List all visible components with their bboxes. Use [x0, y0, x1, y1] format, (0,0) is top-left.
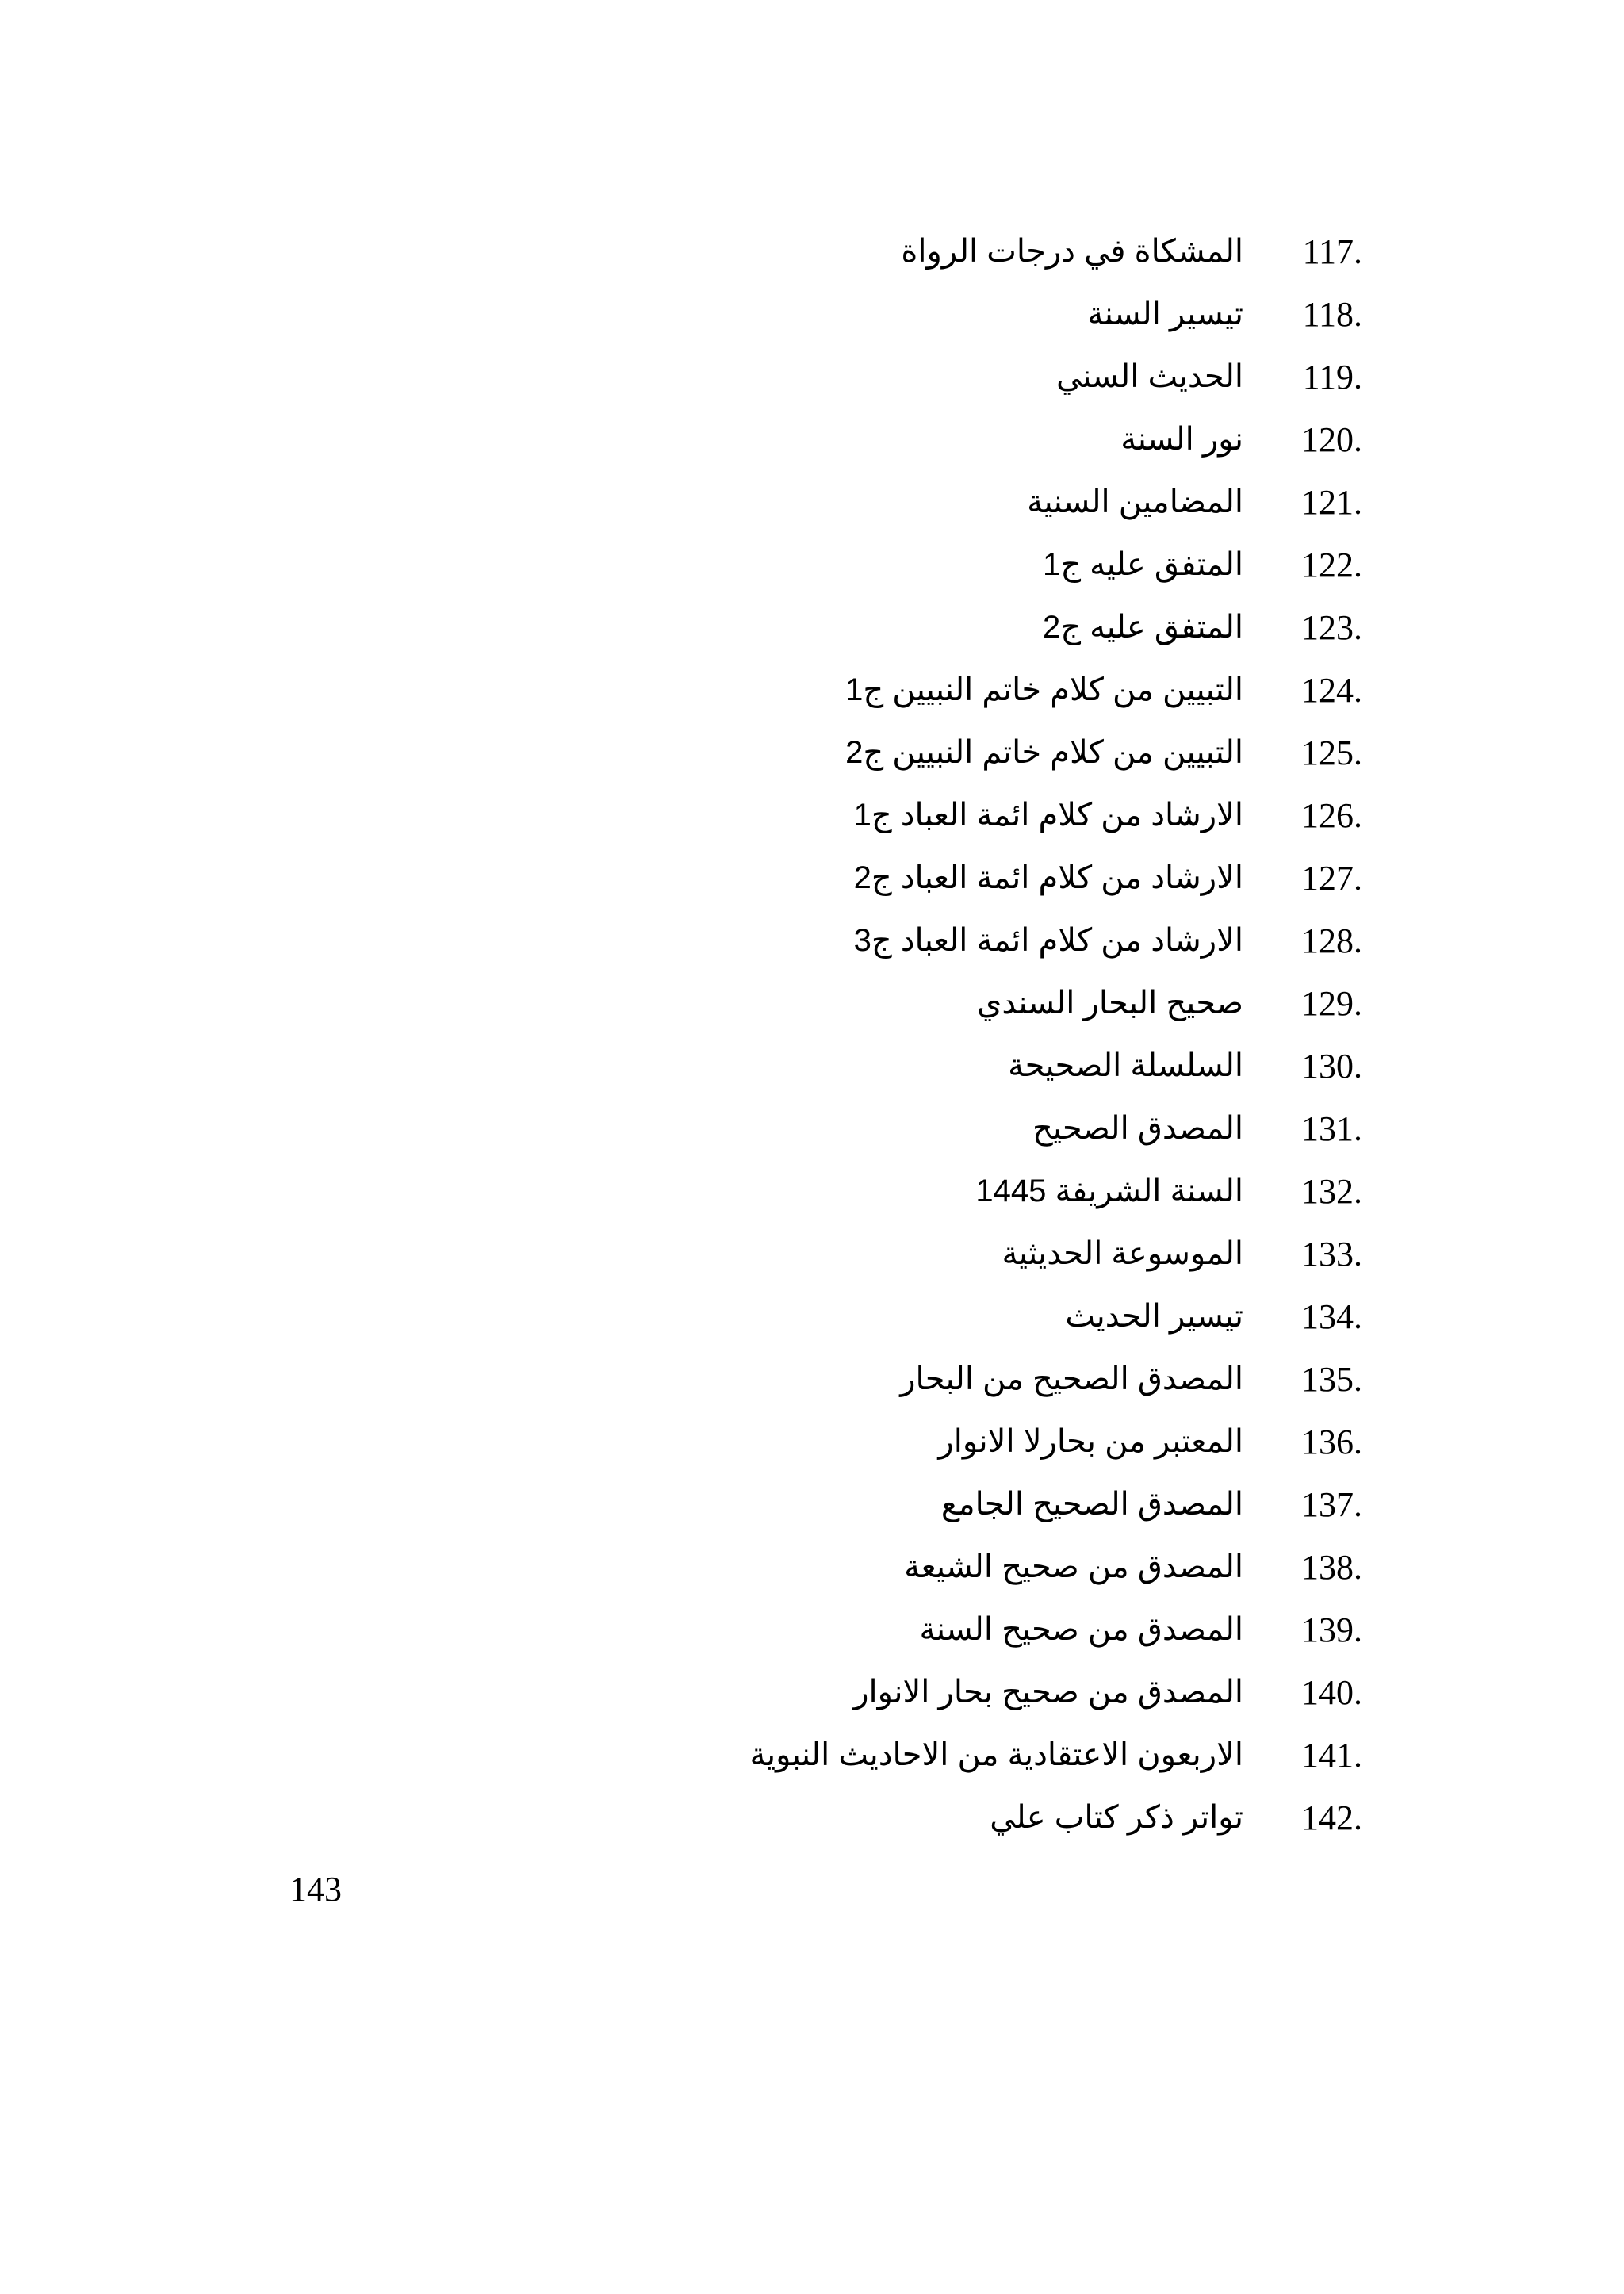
item-number: 119.	[1302, 358, 1362, 396]
item-number: 138.	[1301, 1548, 1362, 1587]
item-title: المضامين السنية	[1027, 484, 1243, 519]
item-number: 140.	[1301, 1673, 1362, 1712]
item-number: 127.	[1301, 859, 1362, 898]
list-item	[750, 1348, 1362, 1411]
list-item	[750, 1411, 1362, 1473]
item-number: 123.	[1301, 608, 1362, 647]
item-number: 133.	[1301, 1235, 1362, 1273]
item-title: المصدق من صحيح السنة	[919, 1612, 1243, 1647]
item-title: المتفق عليه ج1	[1042, 547, 1243, 582]
list-item	[750, 534, 1362, 596]
item-number: 141.	[1301, 1736, 1362, 1775]
item-title: المشكاة في درجات الرواة	[901, 234, 1243, 269]
list-item	[750, 1285, 1362, 1348]
item-title: الارشاد من كلام ائمة العباد ج1	[853, 798, 1243, 833]
item-number: 126.	[1301, 796, 1362, 835]
list-item	[750, 972, 1362, 1035]
item-number: 118.	[1302, 295, 1362, 334]
item-number: 122.	[1301, 546, 1362, 584]
item-number: 142.	[1301, 1798, 1362, 1837]
item-number: 135.	[1301, 1360, 1362, 1399]
item-title: المصدق من صحيح بحار الانوار	[853, 1675, 1243, 1710]
item-title: المصدق الصحيح	[1032, 1111, 1243, 1146]
item-title: المصدق من صحيح الشيعة	[904, 1549, 1243, 1584]
item-number: 120.	[1301, 420, 1362, 459]
item-number: 137.	[1301, 1485, 1362, 1524]
item-title: المصدق الصحيح الجامع	[940, 1487, 1243, 1522]
list-item	[750, 1787, 1362, 1849]
list-item	[750, 659, 1362, 722]
item-number: 132.	[1301, 1172, 1362, 1211]
item-number: 121.	[1301, 483, 1362, 522]
item-number: 139.	[1301, 1610, 1362, 1649]
page-number: 143	[289, 1870, 342, 1909]
list-item	[750, 1599, 1362, 1661]
item-number: 128.	[1301, 921, 1362, 960]
item-title: الاربعون الاعتقادية من الاحاديث النبوية	[749, 1737, 1243, 1772]
list-item	[750, 722, 1362, 784]
list-item	[750, 1223, 1362, 1285]
item-number: 136.	[1301, 1423, 1362, 1461]
item-title: السنة الشريفة 1445	[975, 1174, 1243, 1208]
item-title: المعتبر من بحارلا الانوار	[938, 1424, 1243, 1459]
item-number: 129.	[1301, 984, 1362, 1023]
list-item	[750, 1097, 1362, 1160]
item-number: 134.	[1301, 1297, 1362, 1336]
list-item	[750, 1724, 1362, 1787]
item-title: الارشاد من كلام ائمة العباد ج3	[853, 923, 1243, 958]
item-number: 124.	[1301, 671, 1362, 710]
item-number: 117.	[1302, 232, 1362, 271]
list-item	[750, 1160, 1362, 1223]
item-title: التبيين من كلام خاتم النبيين ج2	[845, 735, 1243, 770]
list-item	[750, 784, 1362, 847]
list-item	[750, 346, 1362, 408]
list-item	[750, 408, 1362, 471]
item-title: تيسير السنة	[1087, 297, 1243, 331]
item-title: صحيح البحار السندي	[977, 986, 1243, 1021]
item-number: 131.	[1301, 1109, 1362, 1148]
book-list	[750, 220, 1362, 1849]
item-title: السلسلة الصحيحة	[1008, 1048, 1243, 1083]
item-title: الارشاد من كلام ائمة العباد ج2	[853, 860, 1243, 895]
list-item	[750, 1035, 1362, 1097]
list-item	[750, 910, 1362, 972]
item-title: نور السنة	[1120, 422, 1243, 457]
list-item	[750, 1536, 1362, 1599]
item-title: التبيين من كلام خاتم النبيين ج1	[845, 672, 1243, 707]
item-number: 130.	[1301, 1047, 1362, 1086]
list-item	[750, 847, 1362, 910]
list-item	[750, 283, 1362, 346]
item-title: الحديث السني	[1055, 359, 1243, 394]
list-item	[750, 471, 1362, 534]
item-title: تيسير الحديث	[1065, 1299, 1243, 1334]
list-item	[750, 596, 1362, 659]
item-title: المصدق الصحيح من البحار	[900, 1361, 1243, 1396]
item-title: تواتر ذكر كتاب علي	[990, 1800, 1243, 1835]
list-item	[750, 1661, 1362, 1724]
list-item	[750, 1473, 1362, 1536]
item-title: المتفق عليه ج2	[1042, 610, 1243, 645]
item-title: الموسوعة الحديثية	[1002, 1236, 1243, 1271]
item-number: 125.	[1301, 733, 1362, 772]
list-item	[750, 220, 1362, 283]
